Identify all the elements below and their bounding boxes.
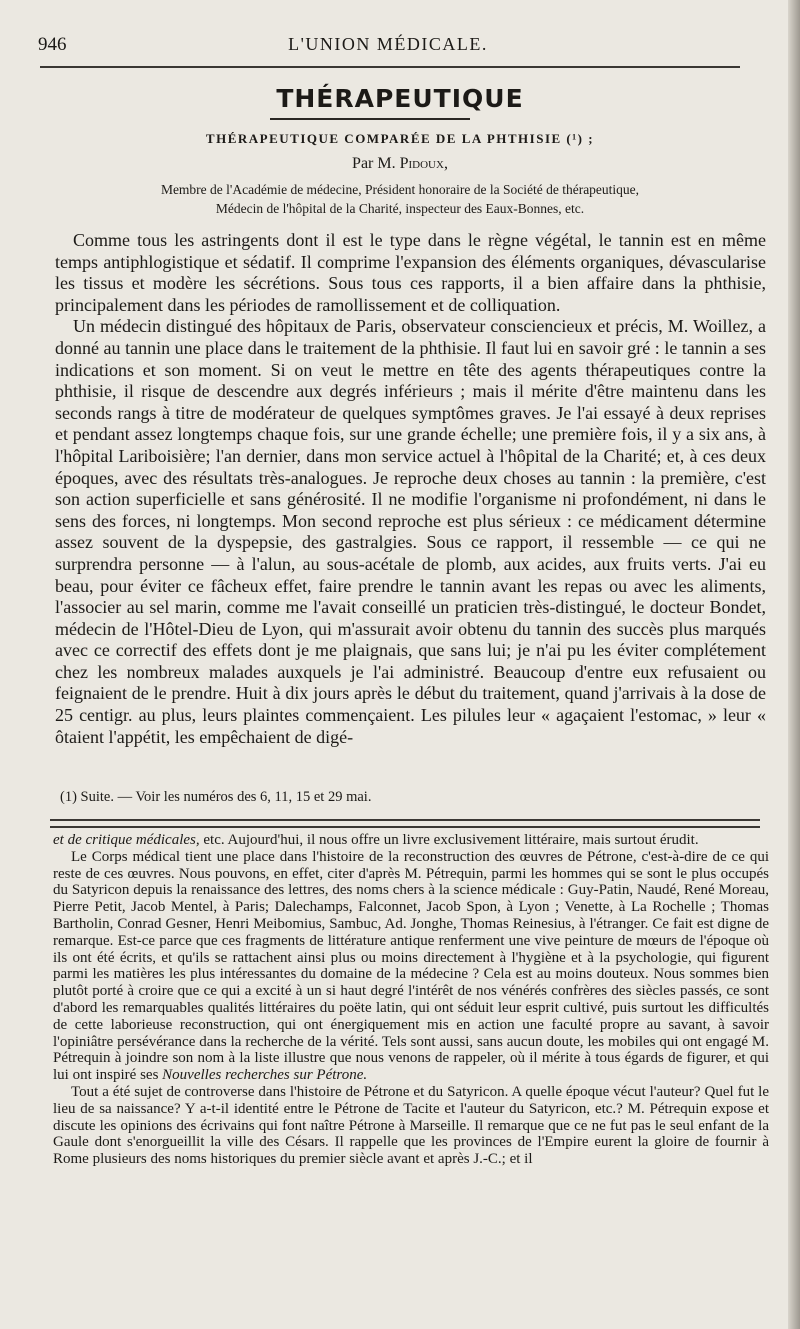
section-title: THÉRAPEUTIQUE (276, 84, 524, 113)
article-paragraph: Un médecin distingué des hôpitaux de Paris, observateur consciencieux et précis, M. Woillez, a donné au tannin une place dans le traitement de la phthisie. Il faut lui en savoir gré : le tannin a ses indications et son moment. Si on veut le mettre en tête des agents thérapeutiques contre la phthisie, il risque de descendre aux degrés inférieurs ; mais il mérite d'être maintenu dans les seconds rangs à titre de modérateur de quelques symptômes graves. Je l'ai essayé à deux reprises et pendant assez longtemps chaque fois, sur une grande échelle; une première fois, il y a six ans, à l'hôpital Lariboisière; l'an dernier, dans mon service actuel à l'hôpital de la Charité; et, à ces deux époques, avec des résultats très-analogues. Je reproche deux choses au tannin : la première, c'est son action superficielle et sans générosité. Il ne modifie l'organisme ni profondément, ni dans le sens des forces, ni longtemps. Mon second reproche est plus sérieux : ce médicament détermine assez souvent de la dyspepsie, des gastralgies. Sous ce rapport, il ressemble — ce qui ne surprendra personne — à l'alun, au sous-acétale de plomb, aux acides, aux fruits verts. J'ai eu beau, pour éviter ce fâcheux effet, faire prendre le tannin avant les repas ou avec les aliments, l'associer au sel marin, comme me l'avait conseillé un praticien très-distingué, le docteur Bondet, médecin de l'Hôtel-Dieu de Lyon, qui m'assurait avoir obtenu du tannin des succès plus marqués avec ce correctif des effets dont je me plaignais, que sans lui; je n'ai pu les éviter complétement chez les nombreux malades auxquels je l'ai administré. Beaucoup d'entre eux refusaient ou feignaient de le prendre. Huit à dix jours après le début du traitement, quand j'arrivais à la dose de 25 centigr. au plus, leurs plaintes commençaient. Les pilules leur « agaçaient l'estomac, » leur « ôtaient l'appétit, les empêchaient de digé- (55, 316, 766, 747)
journal-title: L'UNION MÉDICALE. (288, 34, 488, 54)
author-credentials-line1: Membre de l'Académie de médecine, Président honoraire de la Société de thérapeutique, (160, 182, 640, 197)
article-title: THÉRAPEUTIQUE COMPARÉE DE LA PHTHISIE (¹) ; (205, 131, 595, 146)
author-name: Pidoux, (399, 155, 448, 172)
article-body (55, 230, 766, 748)
header-rule (40, 66, 740, 68)
footnote: (1) Suite. — Voir les numéros des 6, 11, 15 et 29 mai. (60, 789, 372, 805)
feuilleton-paragraph-text: Le Corps médical tient une place dans l'histoire de la reconstruction des œuvres de Pétrone, c'est-à-dire de ce qui reste de ces œuvres. Nous pouvons, en effet, citer d'après M. Pétrequin, parmi les hommes qui se sont le plus occupés du Satyricon depuis la renaissance des lettres, des noms chers à la science médicale : Guy-Patin, Naudé, René Moreau, Pierre Petit, Jacob Mentel, à Paris; Dalechamps, Falconnet, Jacob Spon, à Lyon ; Venette, à La Rochelle ; Thomas Bartholin, Conrad Gesner, Henri Meibomius, Sambuc, Ad. Jonghe, Thomas Reinesius, à l'étranger. Ce fait est digne de remarque. Est-ce parce que ces fragments de littérature antique renferment une vive peinture de mœurs de l'époque où ils ont été écrits, et qu'ils se rattachent ainsi plus ou moins directement à l'hygiène et à la psychologie, qui figurent parmi les matières les plus intéressantes du domaine de la médecine ? Cela est au moins douteux. Nous sommes bien plutôt porté à croire que ce qui a excité à un si haut degré l'intérêt de nos vénérés confrères des siècles passés, ce sont d'abord les remarquables qualités littéraires du poëte latin, qui ont séduit leur esprit cultivé, puis surtout les difficultés de cette laborieuse reconstruction, qui ont énergiquement mis en action une faculté propre au savant, à savoir l'opiniâtre persévérance dans la recherche de la vérité. Tels sont aussi, sans aucun doute, les mobiles qui ont engagé M. Pétrequin à joindre son nom à la liste illustre que nous venons de rappeler, où il mérite à tous égards de figurer, et qui lui ont inspiré ses (53, 848, 769, 1084)
feuilleton-book-title: Nouvelles recherches sur Pétrone. (162, 1067, 368, 1084)
section-title-rule (270, 118, 470, 120)
running-header (38, 34, 738, 62)
feuilleton-paragraph: Tout a été sujet de controverse dans l'histoire de Pétrone et du Satyricon. A quelle époque vécut l'auteur? Quel fut le lieu de sa naissance? Y a-t-il identité entre le Pétrone de Tacite et l'auteur du Satyricon, etc.? M. Pétrequin expose et discute les opinions des écrivains qui font naître Pétrone à Marseille. Il remarque que ce ne fut pas le seul enfant de la Gaule dont s'enorgueillit la ville des Césars. Il rappelle que les provinces de l'Empire eurent la gloire de fournir à Rome plusieurs des noms historiques du premier siècle avant et après J.-C.; et il (53, 1083, 769, 1168)
page-edge-shadow (788, 0, 800, 1329)
article-paragraph: Comme tous les astringents dont il est le type dans le règne végétal, le tannin est en même temps antiphlogistique et sédatif. Il comprime l'expansion des éléments organiques, dévascularise les tissus et modère les sécrétions. Sous tous ces rapports, il a bien affaire dans la phthisie, principalement dans les périodes de ramollissement et de colliquation. (55, 230, 766, 315)
feuilleton-opening-text: etc. Aujourd'hui, il nous offre un livre exclusivement littéraire, mais surtout érudit. (199, 832, 699, 848)
article-author (0, 155, 800, 173)
page-number: 946 (38, 34, 67, 55)
feuilleton-paragraph (53, 849, 769, 1084)
author-credentials-line2: Médecin de l'hôpital de la Charité, inspecteur des Eaux-Bonnes, etc. (215, 201, 585, 216)
feuilleton-rule-bottom (50, 826, 760, 828)
feuilleton-italic-opening: et de critique médicales, (53, 832, 200, 848)
feuilleton-rule-top (50, 819, 760, 821)
feuilleton-paragraph (53, 832, 769, 849)
author-prefix: Par M. (352, 155, 396, 172)
feuilleton-body (53, 832, 769, 1168)
